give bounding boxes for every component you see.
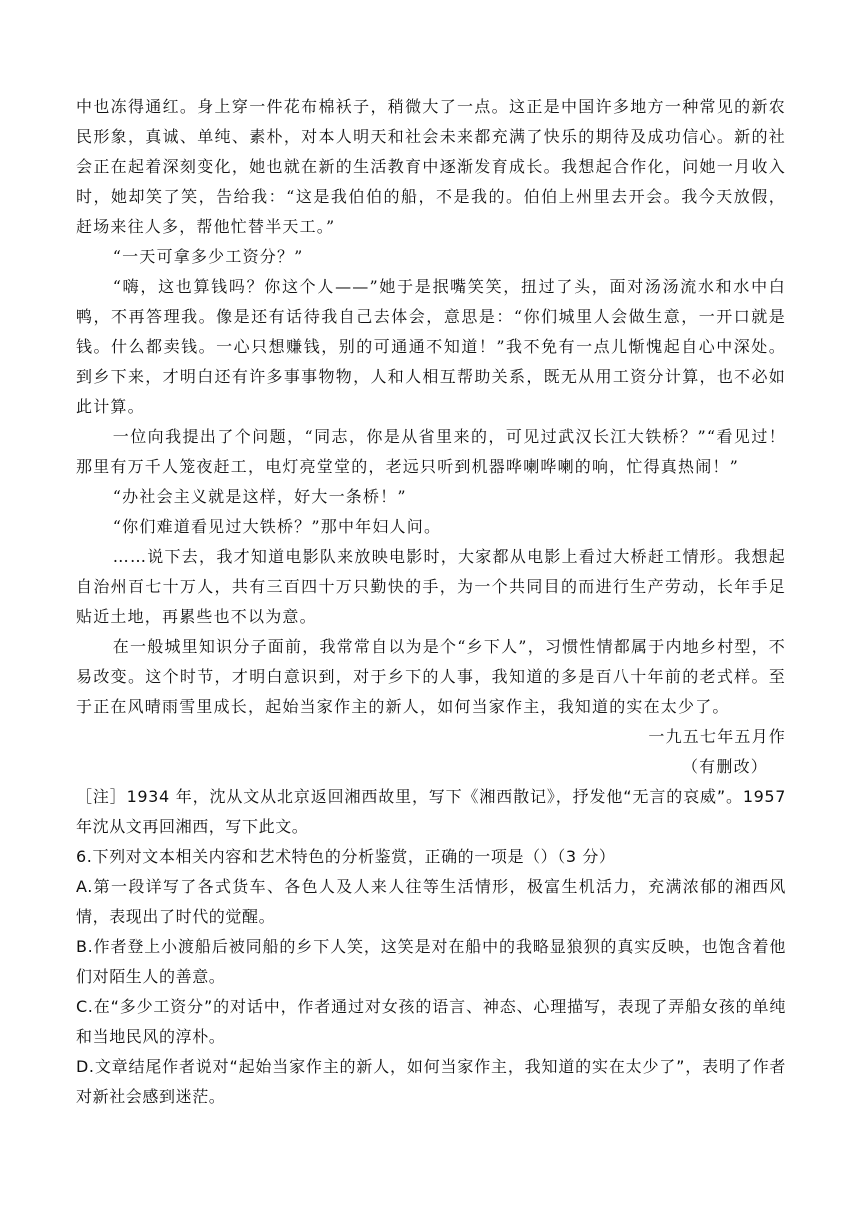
option-b: B.作者登上小渡船后被同船的乡下人笑，这笑是对在船中的我略显狼狈的真实反映，也饱含着他们对陌生人的善意。 [76,937,786,986]
passage-paragraph-2: “一天可拿多少工资分？” [112,247,304,266]
document-page [76,92,786,1112]
passage-paragraph-5: “办社会主义就是这样，好大一条桥！” [112,487,407,506]
option-a: A.第一段详写了各式货车、各色人及人来人往等生活情形，极富生机活力，充满浓郁的湘西风情，表现出了时代的觉醒。 [76,877,786,926]
footnote: ［注］1934 年，沈从文从北京返回湘西故里，写下《湘西散记》，抒发他“无言的哀威”。1957 年沈从文再回湘西，写下此文。 [76,787,786,836]
question-stem: 6.下列对文本相关内容和艺术特色的分析鉴赏，正确的一项是（）（3 分） [76,847,616,866]
passage-edited-note: （有删改） [681,757,768,776]
option-c: C.在“多少工资分”的对话中，作者通过对女孩的语言、神态、心理描写，表现了弄船女孩的单纯和当地民风的淳朴。 [76,997,786,1046]
passage-paragraph-7: ……说下去，我才知道电影队来放映电影时，大家都从电影上看过大桥赶工情形。我想起自治州百七十万人，共有三百四十万只勤快的手，为一个共同目的而进行生产劳动，长年手足贴近土地，再累些也不以为意。 [76,547,786,626]
passage-paragraph-4: 一位向我提出了个问题，“同志，你是从省里来的，可见过武汉长江大铁桥？”“看见过！那里有万千人笼夜赶工，电灯亮堂堂的，老远只听到机器哗喇哗喇的响，忙得真热闹！” [76,427,786,476]
passage-paragraph-6: “你们难道看见过大铁桥？”那中年妇人问。 [112,517,442,536]
passage-paragraph-1: 中也冻得通红。身上穿一件花布棉袄子，稍微大了一点。这正是中国许多地方一种常见的新农民形象，真诚、单纯、素朴，对本人明天和社会未来都充满了快乐的期待及成功信心。新的社会正在起着深刻变化，她也就在新的生活教育中逐渐发育成长。我想起合作化，问她一月收入时，她却笑了笑，告给我：“这是我伯伯的船，不是我的。伯伯上州里去开会。我今天放假，赶场来往人多，帮他忙替半天工。” [76,97,786,236]
question-block [76,782,786,1112]
option-d: D.文章结尾作者说对“起始当家作主的新人，如何当家作主，我知道的实在太少了”，表明了作者对新社会感到迷茫。 [76,1057,786,1106]
passage-date: 一九五七年五月作 [648,727,786,746]
passage [76,92,786,782]
passage-paragraph-3: “嗨，这也算钱吗？你这个人——”她于是抿嘴笑笑，扭过了头，面对汤汤流水和水中白鸭，不再答理我。像是还有话待我自己去体会，意思是：“你们城里人会做生意，一开口就是钱。什么都卖钱。一心只想赚钱，别的可通通不知道！”我不免有一点儿惭愧起自心中深处。到乡下来，才明白还有许多事事物物，人和人相互帮助关系，既无从用工资分计算，也不必如此计算。 [76,277,786,416]
passage-paragraph-8: 在一般城里知识分子面前，我常常自以为是个“乡下人”，习惯性情都属于内地乡村型，不易改变。这个时节，才明白意识到，对于乡下的人事，我知道的多是百八十年前的老式样。至于正在风晴雨雪里成长，起始当家作主的新人，如何当家作主，我知道的实在太少了。 [76,637,786,716]
